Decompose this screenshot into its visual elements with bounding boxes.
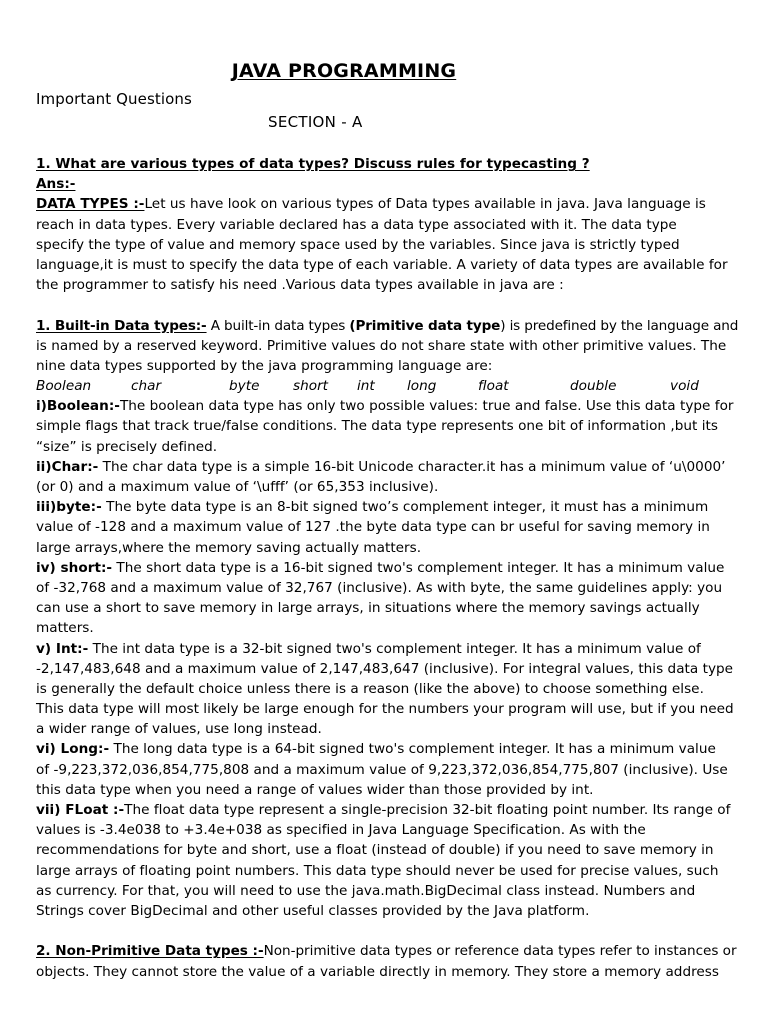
intro-line: reach in data types. Every variable declared has a data type associated with it. The data type [36,216,677,233]
byte-text: The byte data type is an 8-bit signed two’s complement integer, it must has a minimum [101,499,709,516]
data-types-intro-line [36,194,736,214]
nonprimitive-label: 2. Non-Primitive Data types :- [36,943,264,960]
int-label: v) Int:- [36,640,89,657]
boolean-item [36,396,736,416]
int-line: a wider range of values, use long instead. [36,721,322,738]
float-label: vii) FLoat :- [36,802,125,818]
float-line: recommendations for byte and short, use a float (instead of double) if you need to save memory in [36,842,714,859]
short-label: iv) short:- [36,559,113,576]
char-label: ii)Char:- [36,458,99,475]
builtin-line: is named by a reserved keyword. Primitive values do not share state with other primitive values. The [36,337,727,354]
type-name: Boolean [36,378,92,395]
long-line: this data type when you need a range of values wider than those provided by int. [36,781,594,798]
builtin-line: nine data types supported by the java programming language are: [36,357,493,374]
char-item [36,457,736,477]
int-line: -2,147,483,648 and a maximum value of 2,147,483,647 (inclusive). For integral values, this data type [36,660,734,677]
boolean-text: The boolean data type has only two possible values: true and false. Use this data type for [119,398,734,415]
nonprimitive-line: objects. They cannot store the value of a variable directly in memory. They store a memory address [36,963,719,980]
byte-item [36,497,736,517]
int-text: The int data type is a 32-bit signed two's complement integer. It has a minimum value of [88,640,701,657]
paragraph-gap [36,295,736,315]
data-types-label: DATA TYPES :- [36,196,145,213]
nonprimitive-text: Non-primitive data types or reference data types refer to instances or [263,943,737,960]
short-line: of -32,768 and a maximum value of 32,767 (inclusive). As with byte, the same guidelines apply: you [36,579,723,596]
int-line: This data type will most likely be large enough for the numbers your program will use, but if you need [36,701,734,718]
data-types-list [36,376,736,396]
builtin-text-a: A built-in data types [206,317,350,334]
long-label: vi) Long:- [36,741,110,758]
float-line: values is -3.4e038 to +3.4e+038 as specified in Java Language Specification. As with the [36,822,646,839]
long-line: of -9,223,372,036,854,775,808 and a maximum value of 9,223,372,036,854,775,807 (inclusive). Use [36,761,728,778]
byte-line: value of -128 and a maximum value of 127 .the byte data type can br useful for saving memory in [36,519,710,536]
answer-label-line [36,174,736,194]
type-name: double [570,378,617,395]
byte-label: iii)byte:- [36,499,102,516]
byte-line: large arrays,where the memory saving actually matters. [36,539,422,556]
builtin-text-b: ) is predefined by the language and [500,317,739,334]
type-name: byte [229,378,260,395]
short-item [36,558,736,578]
nonprimitive-heading-line [36,941,736,961]
boolean-label: i)Boolean:- [36,398,120,415]
short-line: can use a short to save memory in large arrays, in situations where the memory savings actually [36,600,700,617]
type-name: char [131,378,162,395]
char-text: The char data type is a simple 16-bit Unicode character.it has a minimum value of ‘u\0000’ [98,458,726,475]
boolean-line: “size” is precisely defined. [36,438,218,455]
question-1 [36,154,736,174]
float-item [36,800,736,820]
int-item [36,639,736,659]
document-body [36,154,739,982]
answer-label: Ans:- [36,176,76,193]
float-line: Strings cover BigDecimal and other useful classes provided by the Java platform. [36,902,590,919]
float-line: large arrays of floating point numbers. This data type should never be used for precise values, such [36,862,719,879]
float-text: The float data type represent a single-precision 32-bit floating point number. Its range of [124,802,731,818]
intro-line: Let us have look on various types of Data types available in java. Java language is [144,196,706,213]
page-title: JAVA PROGRAMMING [231,60,457,82]
page-subtitle: Important Questions [36,90,192,108]
intro-line: specify the type of value and memory space used by the variables. Since java is strictly typed [36,236,680,253]
intro-line: the programmer to satisfy his need .Various data types available in java are : [36,277,564,294]
short-line: matters. [36,620,94,637]
question-1-text: 1. What are various types of data types? Discuss rules for typecasting ? [36,156,590,172]
boolean-line: simple flags that track true/false conditions. The data type represents one bit of information ,but its [36,418,718,435]
long-item [36,739,736,759]
builtin-label: 1. Built-in Data types:- [36,317,207,334]
type-name: float [478,378,509,395]
short-text: The short data type is a 16-bit signed two's complement integer. It has a minimum value [112,559,725,576]
long-text: The long data type is a 64-bit signed two's complement integer. It has a minimum value [109,741,716,758]
primitive-term: (Primitive data type [349,317,501,334]
type-name: void [670,378,699,395]
type-name: int [357,378,375,395]
builtin-heading-line [36,316,739,336]
section-heading: SECTION - A [268,113,363,131]
paragraph-gap [36,921,736,941]
type-name: short [293,378,329,395]
float-line: as currency. For that, you will need to use the java.math.BigDecimal class instead. Numbers and [36,882,696,899]
intro-line: language,it is must to specify the data type of each variable. A variety of data types are available for [36,256,728,273]
char-line: (or 0) and a maximum value of ‘\ufff’ (or 65,353 inclusive). [36,479,439,495]
type-name: long [407,378,437,395]
int-line: is generally the default choice unless there is a reason (like the above) to choose something else. [36,680,704,697]
